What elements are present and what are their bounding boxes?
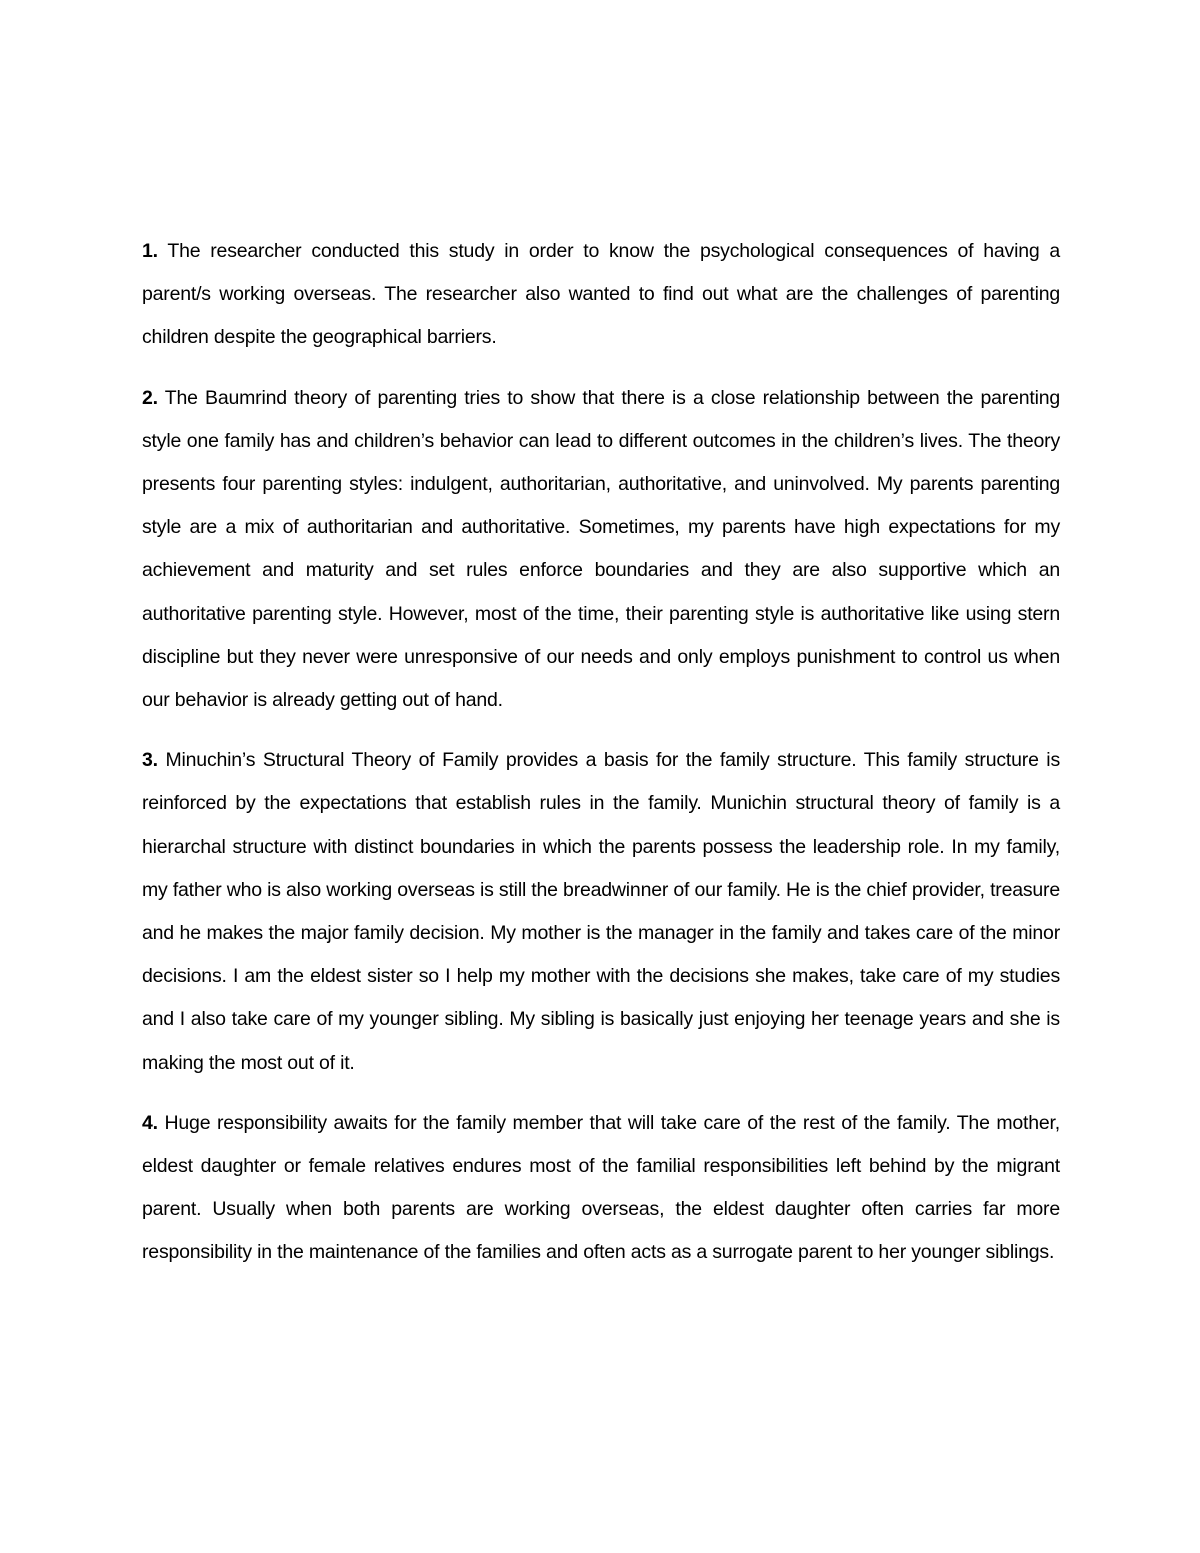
paragraph-text: Minuchin’s Structural Theory of Family provides a basis for the family structure. This family structure is reinforced by the expectations that establish rules in the family. Munichin structural theory of family is a hierarchal structure with distinct boundaries in which the parents possess the leadership role. In my family, my father who is also working overseas is still the breadwinner of our family. He is the chief provider, treasure and he makes the major family decision. My mother is the manager in the family and takes care of the minor decisions. I am the eldest sister so I help my mother with the decisions she makes, take care of my studies and I also take care of my younger sibling. My sibling is basically just enjoying her teenage years and she is making the most out of it. [142,749,1060,1074]
paragraph-text: Huge responsibility awaits for the family member that will take care of the rest of the family. The mother, eldest daughter or female relatives endures most of the familial responsibilities left behind by the migrant parent. Usually when both parents are working overseas, the eldest daughter often carries far more responsibility in the maintenance of the families and often acts as a surrogate parent to her younger siblings. [142,1111,1060,1264]
paragraph-text: The Baumrind theory of parenting tries to show that there is a close relationship between the parenting style one family has and children’s behavior can lead to different outcomes in the children’s lives. The theory presents four parenting styles: indulgent, authoritarian, authoritative, and uninvolved. My parents parenting style are a mix of authoritarian and authoritative. Sometimes, my parents have high expectations for my achievement and maturity and set rules enforce boundaries and they are also supportive which an authoritative parenting style. However, most of the time, their parenting style is authoritative like using stern discipline but they never were unresponsive of our needs and only employs punishment to control us when our behavior is already getting out of hand. [142,386,1060,712]
paragraph-number: 4. [142,1111,158,1134]
paragraph-number: 3. [142,749,158,772]
paragraph-number: 2. [142,386,158,409]
paragraph-text: The researcher conducted this study in order to know the psychological consequences of having a parent/s working overseas. The researcher also wanted to find out what are the challenges of parenting children despite the geographical barriers. [142,240,1060,349]
paragraph-1 [142,230,1060,360]
paragraph-3 [142,739,1060,1085]
paragraph-2 [142,377,1060,723]
document-body [142,230,1060,1275]
paragraph-number: 1. [142,240,158,262]
paragraph-4 [142,1102,1060,1275]
